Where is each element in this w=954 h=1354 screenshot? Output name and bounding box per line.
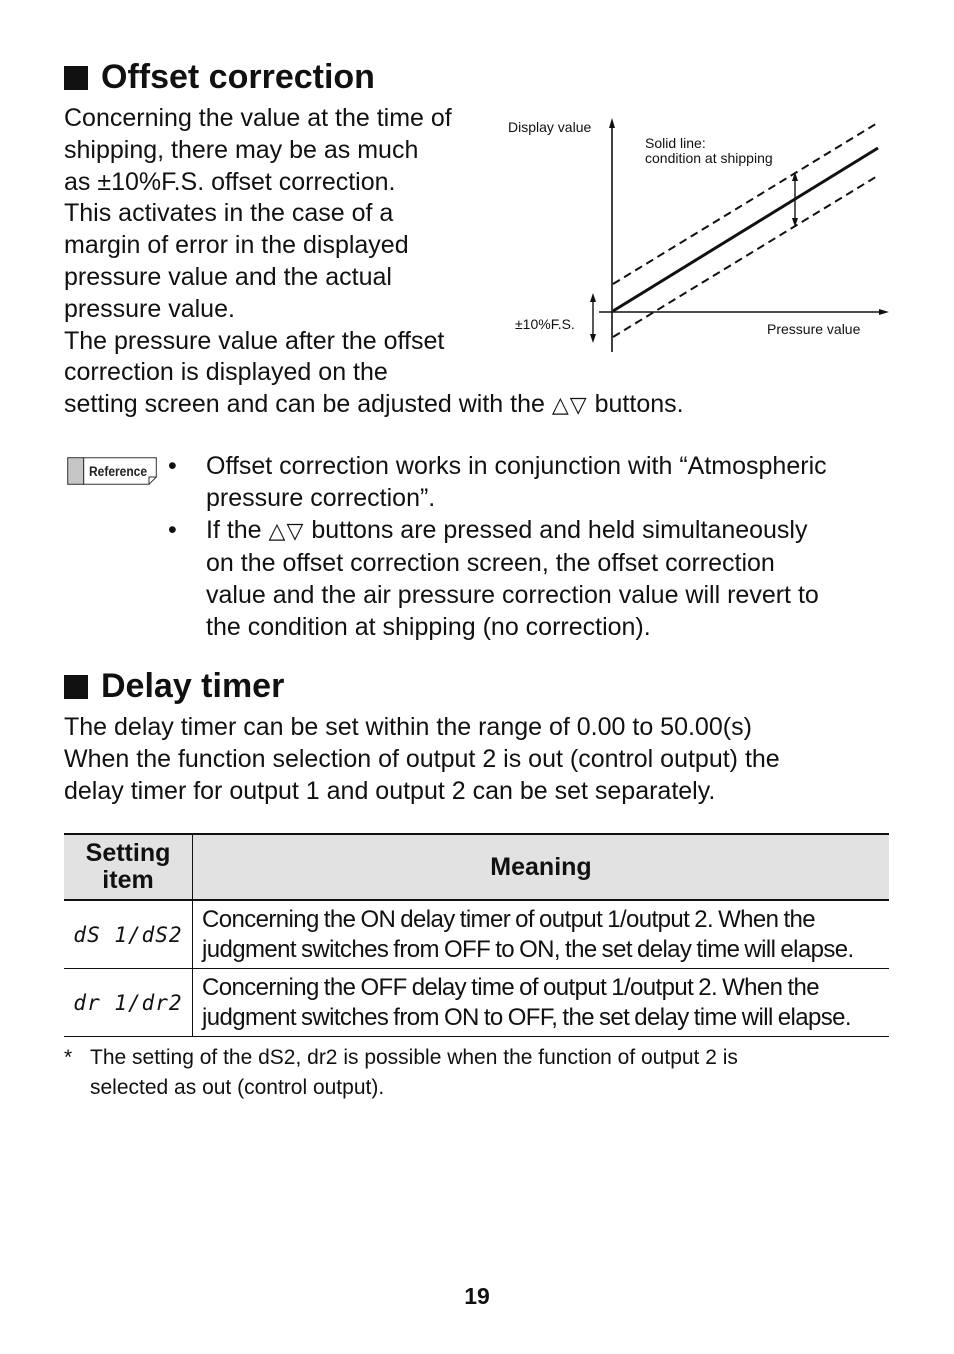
x-axis-arrow-icon <box>879 309 889 315</box>
axis-arrow-up-icon <box>590 293 596 302</box>
range-label: ±10%F.S. <box>515 316 575 332</box>
delay-settings-table <box>64 833 889 1037</box>
axis-arrow-down-icon <box>590 334 596 343</box>
footnote-line: The setting of the dS2, dr2 is possible when the function of output 2 is <box>90 1046 738 1069</box>
reference-badge <box>67 457 157 485</box>
delay-intro-line: delay timer for output 1 and output 2 can be set separately. <box>64 776 716 805</box>
table-row <box>64 900 889 969</box>
meaning-line: Concerning the OFF delay time of output 1/output 2. When the <box>202 973 820 1001</box>
offset-adjust-line <box>64 389 884 421</box>
solid-line-note-2: condition at shipping <box>645 150 773 166</box>
list-item <box>168 450 898 514</box>
offset-correction-diagram <box>505 112 890 357</box>
bullet-dot: • <box>168 452 177 480</box>
setting-meaning <box>193 969 890 1037</box>
bullet-line: on the offset correction screen, the offset correction <box>206 549 775 577</box>
bullet-line: the condition at shipping (no correction). <box>206 613 651 641</box>
reference-bullets <box>168 450 898 643</box>
setting-code: dr 1/dr2 <box>64 969 193 1037</box>
delay-heading-text: Delay timer <box>101 667 285 705</box>
header-line: item <box>102 866 154 894</box>
footnote-star: * <box>64 1046 73 1069</box>
x-axis-label: Pressure value <box>767 321 861 337</box>
delay-intro <box>64 712 904 807</box>
offset-intro-line: pressure value. <box>64 294 235 323</box>
meaning-header: Meaning <box>193 834 890 900</box>
bullet-line: pressure correction”. <box>206 484 436 512</box>
offset-intro-line: pressure value and the actual <box>64 262 392 291</box>
footnote-line: selected as out (control output). <box>90 1076 385 1099</box>
y-axis-arrow-icon <box>609 118 615 128</box>
offset-intro-line: margin of error in the displayed <box>64 231 409 260</box>
offset-heading-text: Offset correction <box>101 58 375 96</box>
offset-intro-line: Concerning the value at the time of <box>64 104 452 132</box>
table-footnote <box>64 1043 894 1103</box>
bullet-dot: • <box>168 516 177 544</box>
table-row <box>64 969 889 1037</box>
delay-timer-heading <box>64 667 284 706</box>
setting-meaning <box>193 900 890 969</box>
up-down-triangle-icon: △▽ <box>551 392 588 417</box>
page-number: 19 <box>464 1283 490 1309</box>
solid-line-shipping <box>613 148 878 311</box>
setting-item-header <box>64 834 193 900</box>
table-header-row <box>64 834 889 900</box>
solid-line-note: Solid line: <box>645 135 706 151</box>
offset-intro-line: The pressure value after the offset <box>64 326 445 355</box>
bullet-text: buttons are pressed and held simultaneously <box>311 516 808 544</box>
heading-square-icon <box>64 66 88 90</box>
delay-intro-line: When the function selection of output 2 is out (control output) the <box>64 744 780 773</box>
reference-label: Reference <box>89 464 148 479</box>
setting-code: dS 1/dS2 <box>64 900 193 969</box>
meaning-line: judgment switches from OFF to ON, the set delay time will elapse. <box>202 935 854 963</box>
y-axis-label: Display value <box>508 119 592 135</box>
heading-square-icon <box>64 675 88 699</box>
adjust-text-end: buttons. <box>594 390 684 418</box>
offset-intro <box>64 103 494 389</box>
offset-intro-line: correction is displayed on the <box>64 358 388 387</box>
offset-intro-line: This activates in the case of a <box>64 199 394 228</box>
offset-intro-line: as ±10%F.S. offset correction. <box>64 167 396 196</box>
bullet-line: Offset correction works in conjunction with “Atmospheric <box>206 452 827 480</box>
up-down-triangle-icon: △▽ <box>268 518 305 543</box>
list-item <box>168 514 898 643</box>
bullet-line <box>206 514 898 547</box>
delay-intro-line: The delay timer can be set within the range of 0.00 to 50.00(s) <box>64 713 752 741</box>
offset-correction-heading <box>64 58 375 97</box>
header-line: Setting <box>85 839 171 867</box>
bullet-text: If the <box>206 516 262 544</box>
meaning-line: Concerning the ON delay timer of output 1/output 2. When the <box>202 905 816 933</box>
adjust-text: setting screen and can be adjusted with the <box>64 390 545 418</box>
bullet-line: value and the air pressure correction value will revert to <box>206 581 819 609</box>
meaning-line: judgment switches from ON to OFF, the set delay time will elapse. <box>202 1003 851 1031</box>
offset-intro-line: shipping, there may be as much <box>64 135 419 164</box>
